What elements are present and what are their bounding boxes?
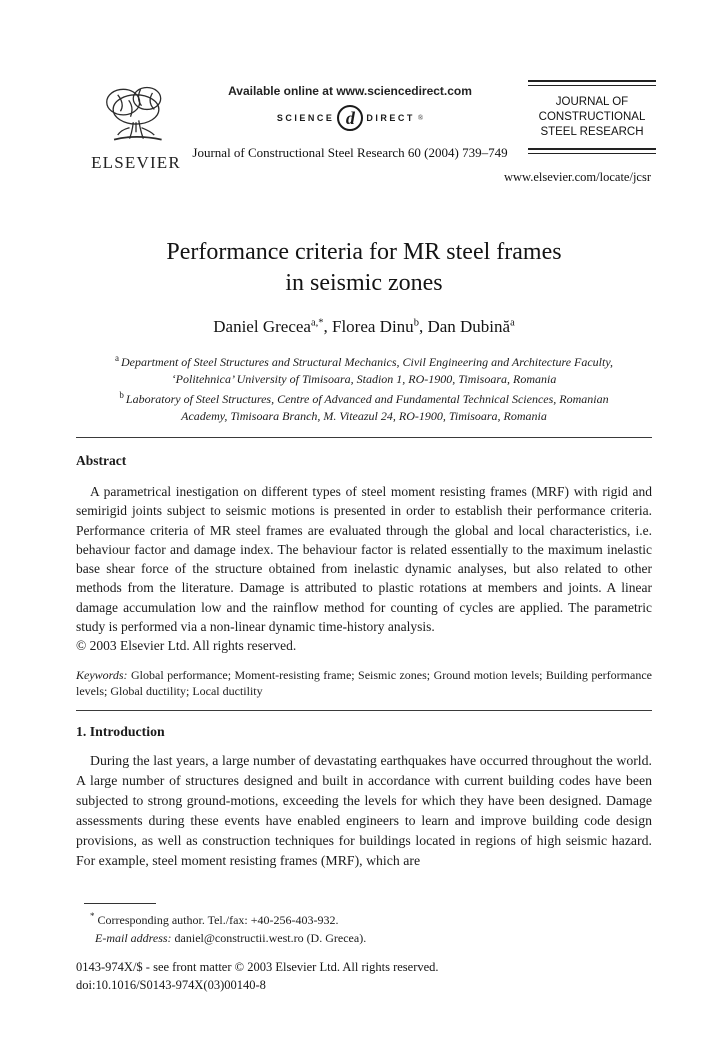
keywords-text: Global performance; Moment-resisting frame; Seismic zones; Ground motion levels; Building performance levels; Global ductility; Local ductility — [76, 667, 652, 698]
email-note — [76, 930, 652, 948]
registered-mark: ® — [417, 114, 424, 122]
author: Dan Dubină$^a$ — [427, 317, 515, 336]
affiliation-a-line1: $^a$ Department of Steel Structures and Structural Mechanics, Civil Engineering and Architecture Faculty, — [114, 353, 614, 369]
affiliation-b-line2: Academy, Timisoara Branch, M. Viteazul 24, RO-1900, Timisoara, Romania — [181, 408, 547, 423]
sciencedirect-science-text: SCIENCE — [276, 113, 335, 123]
footer-block — [76, 959, 652, 994]
elsevier-logo-block — [80, 82, 192, 173]
keywords-label: Keywords: — [76, 667, 128, 682]
footnote-marker: * — [90, 911, 95, 921]
article-title-line1: Performance criteria for MR steel frames — [166, 239, 562, 265]
abstract-heading: Abstract — [76, 453, 127, 468]
author-affil-sup: b — [413, 317, 419, 329]
keywords-bottom-rule — [76, 710, 652, 711]
journal-name-text: JOURNAL OF CONSTRUCTIONAL STEEL RESEARCH — [538, 96, 646, 138]
elsevier-tree-icon — [86, 133, 186, 150]
header-center — [185, 84, 515, 161]
corresponding-author-note: * Corresponding author. Tel./fax: +40-256-403-932. — [90, 911, 339, 927]
sciencedirect-direct-text: DIRECT — [366, 113, 415, 123]
section-heading-introduction: 1. Introduction — [76, 723, 165, 739]
abstract-paragraph: A parametrical inestigation on different types of steel moment resisting frames (MRF) with rigid and semirigid joints subject to seismic motions is presented in order to establish their performance criteria. Performance criteria of MR steel frames are evaluated through the global and local characteristics, i.e. behaviour factor and damage index. The behaviour factor is related essentially to the maximum inelastic base shear force of the structure obtained from inelastic dynamic analyses, but also related to other methods from the literature. Damage is attributed to plastic rotations at members and joints. A linear damage accumulation low and the rainflow method for counting of cycles are applied. The parametric study is performed via a non-linear dynamic time-history analysis. — [76, 484, 652, 635]
email-value: daniel@constructii.west.ro (D. Grecea). — [171, 930, 367, 945]
email-label: E-mail address: — [95, 930, 172, 945]
journal-website-url: www.elsevier.com/locate/jcsr — [503, 170, 651, 184]
author-affil-sup: a — [510, 317, 515, 329]
elsevier-logo-text: ELSEVIER — [91, 153, 181, 172]
doi-line: doi:10.1016/S0143-974X(03)00140-8 — [76, 977, 266, 992]
abstract-copyright: © 2003 Elsevier Ltd. All rights reserved. — [76, 638, 297, 654]
article-title-line2: in seismic zones — [285, 270, 443, 296]
author-affil-sup: a,* — [310, 317, 324, 329]
article-title — [0, 237, 728, 299]
double-rule-bottom — [528, 148, 656, 154]
affiliation-b-line1: $^b$ Laboratory of Steel Structures, Centre of Advanced and Fundamental Technical Sciences, Romanian — [119, 390, 609, 406]
journal-citation: Journal of Constructional Steel Research 60 (2004) 739–749 — [192, 145, 508, 160]
sciencedirect-d-icon: d — [337, 105, 363, 131]
introduction-paragraph: During the last years, a large number of devastating earthquakes have occurred throughout the world. A large number of structures designed and built in accordance with current building codes have been subjected to strong ground-motions, exceeding the levels for which they have been designed. Damage assessments during these events have enabled engineers to learn and improve building code design provisions, as well as construction techniques for buildings located in regions of high seismic hazard. For example, steel moment resisting frames (MRF), which are — [76, 752, 652, 868]
issn-copyright-line: 0143-974X/$ - see front matter © 2003 Elsevier Ltd. All rights reserved. — [76, 960, 439, 974]
keywords — [76, 667, 652, 699]
author: Florea Dinu$^b$, — [332, 317, 428, 336]
author: Daniel Grecea$^{a,*}$, — [213, 317, 332, 336]
author-list — [0, 317, 728, 337]
affiliations — [76, 350, 652, 424]
abstract-top-rule — [76, 437, 652, 438]
article-body — [76, 437, 652, 871]
footnote-block — [76, 903, 652, 947]
affiliation-a-line2: ‘Politehnica’ University of Timisoara, Stadion 1, RO-1900, Timisoara, Romania — [171, 371, 557, 386]
sciencedirect-logo — [185, 105, 515, 131]
available-online-text: Available online at www.sciencedirect.com — [228, 84, 472, 98]
footnote-rule — [84, 903, 156, 904]
journal-name-box — [528, 80, 656, 154]
